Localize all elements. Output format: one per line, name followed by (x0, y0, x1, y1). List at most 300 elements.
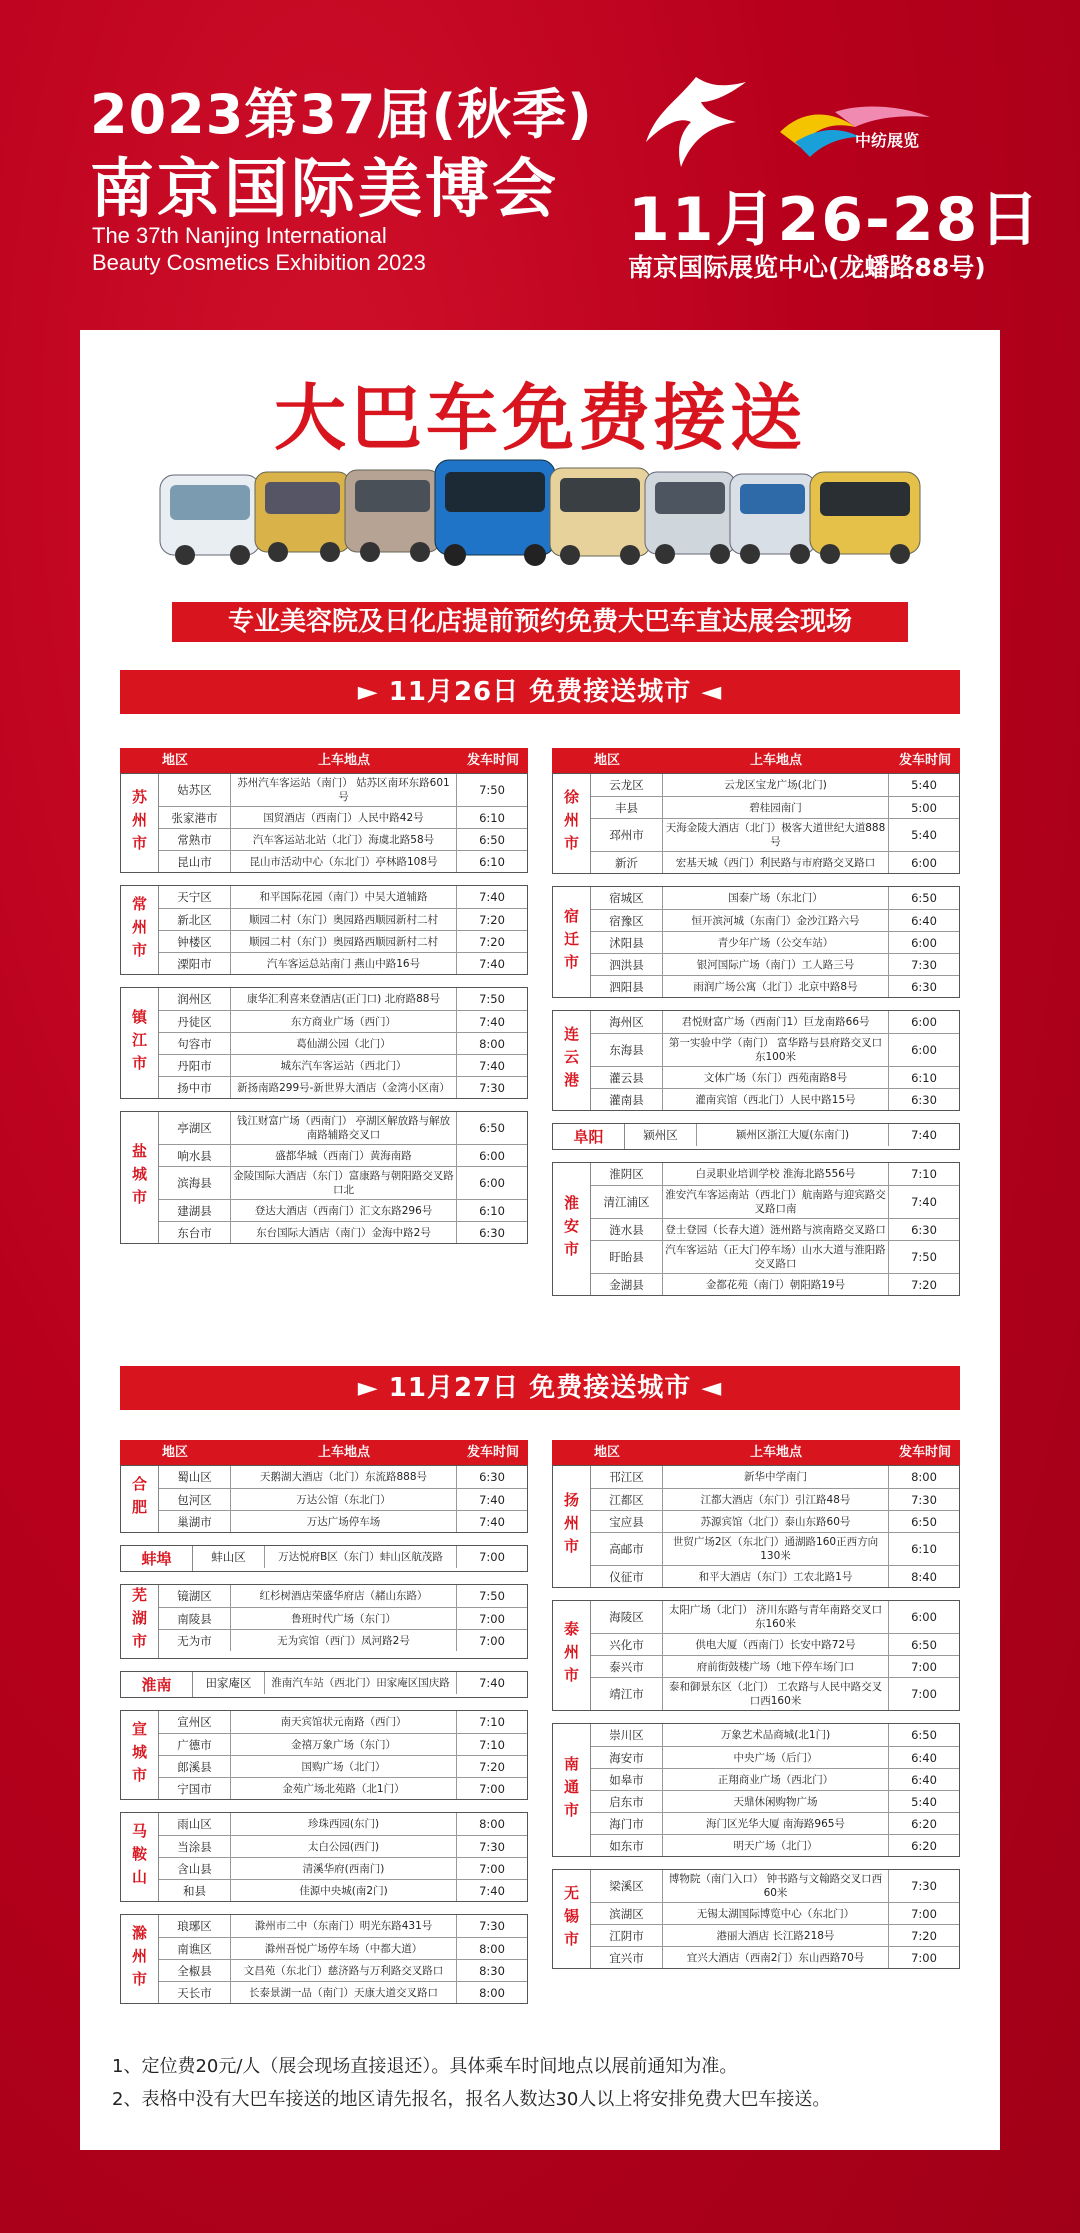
district-cell: 昆山市 (159, 851, 231, 872)
district-cell: 响水县 (159, 1145, 231, 1166)
district-cell: 姑苏区 (159, 774, 231, 806)
table-row (591, 1790, 959, 1812)
district-cell: 海安市 (591, 1747, 663, 1768)
table-row (159, 806, 527, 828)
exhibition-venue: 南京国际展览中心(龙蟠路88号) (628, 253, 986, 282)
district-cell: 宣州区 (159, 1711, 231, 1733)
pickup-spot-cell: 佳源中央城(南2门) (231, 1880, 457, 1901)
departure-time-cell: 7:50 (479, 783, 505, 797)
column-header-area: 地区 (593, 1445, 620, 1460)
pickup-spot-cell: 国购广场（北门） (231, 1756, 457, 1777)
booking-banner: 专业美容院及日化店提前预约免费大巴车直达展会现场 (172, 602, 908, 642)
district-cell: 雨山区 (159, 1813, 231, 1835)
pickup-spot-cell: 清溪华府(西南门) (231, 1858, 457, 1879)
table-row (591, 1870, 959, 1902)
departure-time-cell: 8:00 (479, 1036, 505, 1051)
note-2: 2、表格中没有大巴车接送的地区请先报名，报名人数达30人以上将安排免费大巴车接送。 (112, 2089, 831, 2110)
departure-time-cell: 6:50 (479, 1121, 505, 1135)
departure-time-cell: 7:40 (479, 1676, 505, 1690)
district-cell: 东台市 (159, 1222, 231, 1243)
shuttle-bus-title: 大巴车免费接送 (273, 376, 806, 460)
pickup-spot-cell: 苏源宾馆（北门）泰山东路60号 (663, 1511, 889, 1532)
district-cell: 如皋市 (591, 1769, 663, 1790)
pickup-spot-cell: 银河国际广场（南门）工人路三号 (663, 954, 889, 975)
departure-time-cell: 6:00 (479, 1176, 505, 1190)
departure-time-cell: 6:10 (911, 1542, 937, 1556)
departure-time-cell: 7:40 (479, 1014, 505, 1029)
pickup-spot-cell: 雨润广场公寓（北门）北京中路8号 (663, 976, 889, 997)
district-cell: 包河区 (159, 1489, 231, 1510)
city-group (120, 1111, 528, 1244)
city-group (552, 1010, 960, 1111)
departure-time-cell: 6:30 (911, 979, 937, 994)
district-cell: 扬中市 (159, 1077, 231, 1098)
city-group (120, 773, 528, 873)
district-cell: 含山县 (159, 1858, 231, 1879)
city-name: 淮南 (121, 1672, 193, 1697)
district-cell: 灌云县 (591, 1067, 663, 1088)
departure-time-cell: 7:30 (911, 957, 937, 972)
district-cell: 灌南县 (591, 1089, 663, 1110)
table-row (591, 1466, 959, 1488)
table-row (591, 1532, 959, 1565)
table-row (159, 1711, 527, 1733)
district-cell: 泗阳县 (591, 976, 663, 997)
pickup-spot-cell: 汽车客运总站南门 燕山中路16号 (231, 953, 457, 974)
district-cell: 宝应县 (591, 1511, 663, 1532)
district-cell: 无为市 (159, 1630, 231, 1651)
table-row (591, 1924, 959, 1946)
day2-right-table (552, 1440, 960, 1981)
table-row (591, 1066, 959, 1088)
table-row (159, 1607, 527, 1629)
district-cell: 新沂 (591, 852, 663, 873)
table-row (591, 1724, 959, 1746)
city-group (552, 1162, 960, 1296)
table-row (591, 1565, 959, 1587)
city-rows (159, 1915, 527, 2003)
table-row (591, 1812, 959, 1834)
city-name: 徐州市 (553, 774, 591, 873)
table-header (552, 748, 960, 774)
departure-time-cell: 7:40 (479, 1058, 505, 1073)
pickup-spot-cell: 万达悦府B区（东门）蚌山区航茂路 (265, 1546, 457, 1568)
column-header-area: 地区 (161, 753, 188, 768)
pickup-spot-cell: 顺园二村（东门）奥园路西顺园新村二村 (231, 931, 457, 952)
pickup-spot-cell: 君悦财富广场（西南门1）巨龙南路66号 (663, 1011, 889, 1033)
departure-time-cell: 6:00 (911, 935, 937, 950)
departure-time-cell: 7:00 (479, 1781, 505, 1796)
city-rows (591, 1870, 959, 1968)
city-name: 合肥 (121, 1466, 159, 1532)
table-row (591, 1163, 959, 1185)
city-name: 淮安市 (553, 1163, 591, 1295)
district-cell: 天宁区 (159, 886, 231, 908)
table-row (591, 774, 959, 796)
pickup-spot-cell: 钱江财富广场（西南门） 亭湖区解放路与解放南路辅路交叉口 (231, 1112, 457, 1144)
departure-time-cell: 6:50 (911, 1728, 937, 1742)
district-cell: 崇川区 (591, 1724, 663, 1746)
district-cell: 和县 (159, 1880, 231, 1901)
city-rows (159, 988, 527, 1098)
table-row (159, 1755, 527, 1777)
pickup-spot-cell: 昆山市活动中心（东北门）亭林路108号 (231, 851, 457, 872)
table-header (552, 1440, 960, 1466)
departure-time-cell: 7:30 (479, 1080, 505, 1095)
district-cell: 常熟市 (159, 829, 231, 850)
district-cell: 盱眙县 (591, 1241, 663, 1273)
departure-time-cell: 6:50 (479, 832, 505, 847)
pickup-spot-cell: 第一实验中学（南门） 富华路与县府路交叉口东100米 (663, 1034, 889, 1066)
column-header-area: 地区 (161, 1445, 188, 1460)
district-cell: 琅琊区 (159, 1915, 231, 1937)
district-cell: 滨湖区 (591, 1903, 663, 1924)
pickup-spot-cell: 康华汇利喜来登酒店(正门口) 北府路88号 (231, 988, 457, 1010)
pickup-spot-cell: 无为宾馆（西门）凤河路2号 (231, 1630, 457, 1651)
table-row (159, 1032, 527, 1054)
city-group (120, 1671, 528, 1698)
district-cell: 新北区 (159, 909, 231, 930)
city-group (552, 1869, 960, 1969)
pickup-spot-cell: 世贸广场2区（东北门）通湖路160正西方向130米 (663, 1533, 889, 1565)
city-name: 蚌埠 (121, 1546, 193, 1571)
table-row (159, 988, 527, 1010)
departure-time-cell: 7:00 (479, 1550, 505, 1564)
district-cell: 丰县 (591, 797, 663, 818)
district-cell: 南谯区 (159, 1938, 231, 1959)
departure-time-cell: 6:50 (911, 1637, 937, 1652)
district-cell: 邳州市 (591, 819, 663, 851)
departure-time-cell: 5:40 (911, 1794, 937, 1809)
table-row (591, 1185, 959, 1218)
table-row (159, 1959, 527, 1981)
district-cell: 邗江区 (591, 1466, 663, 1488)
city-group (120, 1584, 528, 1659)
pickup-spot-cell: 长泰景湖一品（南门）天康大道交叉路口 (231, 1982, 457, 2003)
pickup-spot-cell: 无锡太湖国际博览中心（东北门） (663, 1903, 889, 1924)
pickup-spot-cell: 葛仙湖公园（北门） (231, 1033, 457, 1054)
departure-time-cell: 7:30 (911, 1879, 937, 1893)
table-row (591, 796, 959, 818)
pickup-spot-cell: 国贸酒店（西南门）人民中路42号 (231, 807, 457, 828)
district-cell: 云龙区 (591, 774, 663, 796)
district-cell: 丹阳市 (159, 1055, 231, 1076)
table-row (591, 1633, 959, 1655)
table-row (159, 850, 527, 872)
city-rows (193, 1546, 527, 1571)
table-row (591, 975, 959, 997)
city-name: 扬州市 (553, 1466, 591, 1587)
pickup-spot-cell: 正翔商业广场（西北门） (663, 1769, 889, 1790)
exhibition-name-title: 南京国际美博会 (90, 153, 559, 227)
district-cell: 亭湖区 (159, 1112, 231, 1144)
district-cell: 泗洪县 (591, 954, 663, 975)
departure-time-cell: 6:10 (479, 1203, 505, 1218)
pickup-spot-cell: 城东汽车客运站（西北门） (231, 1055, 457, 1076)
departure-time-cell: 7:40 (911, 1128, 937, 1142)
departure-time-cell: 7:20 (911, 1277, 937, 1292)
departure-time-cell: 7:00 (479, 1633, 505, 1648)
table-header (120, 748, 528, 774)
pickup-spot-cell: 中央广场（后门） (663, 1747, 889, 1768)
table-row (193, 1672, 527, 1694)
table-row (591, 1677, 959, 1710)
column-header-spot: 上车地点 (749, 753, 802, 768)
departure-time-cell: 7:50 (479, 1589, 505, 1603)
table-row (159, 1835, 527, 1857)
district-cell: 如东市 (591, 1835, 663, 1856)
column-header-spot: 上车地点 (317, 1445, 370, 1460)
departure-time-cell: 8:00 (479, 1985, 505, 2000)
departure-time-cell: 6:00 (911, 1610, 937, 1624)
pickup-spot-cell: 和平大酒店（东门）工农北路1号 (663, 1566, 889, 1587)
table-row (591, 1088, 959, 1110)
district-cell: 梁溪区 (591, 1870, 663, 1902)
district-cell: 巢湖市 (159, 1511, 231, 1532)
district-cell: 田家庵区 (193, 1672, 265, 1694)
table-row (591, 909, 959, 931)
departure-time-cell: 6:40 (911, 913, 937, 928)
departure-time-cell: 8:00 (911, 1470, 937, 1484)
pickup-spot-cell: 灌南宾馆（西北门）人民中路15号 (663, 1089, 889, 1110)
pickup-spot-cell: 苏州汽车客运站（南门） 姑苏区南环东路601号 (231, 774, 457, 806)
pickup-spot-cell: 红杉树酒店荣盛华府店（赭山东路） (231, 1585, 457, 1607)
city-name: 连云港 (553, 1011, 591, 1110)
departure-time-cell: 6:40 (911, 1750, 937, 1765)
city-group (552, 773, 960, 874)
column-header-time: 发车时间 (466, 1445, 519, 1460)
city-rows (591, 1466, 959, 1587)
city-rows (159, 1585, 527, 1658)
day1-banner: ► 11月26日 免费接送城市 ◄ (120, 670, 960, 714)
district-cell: 宜兴市 (591, 1947, 663, 1968)
table-row (159, 1733, 527, 1755)
pickup-spot-cell: 淮安汽车客运南站（西北门）航南路与迎宾路交叉路口南 (663, 1186, 889, 1218)
table-row (591, 953, 959, 975)
pickup-spot-cell: 江都大酒店（东门）引江路48号 (663, 1489, 889, 1510)
table-row (159, 1857, 527, 1879)
departure-time-cell: 6:20 (911, 1816, 937, 1831)
city-name: 盐城市 (121, 1112, 159, 1243)
departure-time-cell: 6:10 (911, 1070, 937, 1085)
table-row (591, 851, 959, 873)
pickup-spot-cell: 和平国际花园（南门）中吴大道辅路 (231, 886, 457, 908)
district-cell: 天长市 (159, 1982, 231, 2003)
pickup-spot-cell: 新扬南路299号-新世界大酒店（金湾小区南） (231, 1077, 457, 1098)
departure-time-cell: 6:10 (479, 810, 505, 825)
day2-banner: ► 11月27日 免费接送城市 ◄ (120, 1366, 960, 1410)
city-name: 泰州市 (553, 1601, 591, 1710)
column-header-time: 发车时间 (466, 753, 519, 768)
pickup-spot-cell: 府前街鼓楼广场（地下停车场门口 (663, 1656, 889, 1677)
district-cell: 溧阳市 (159, 953, 231, 974)
district-cell: 清江浦区 (591, 1186, 663, 1218)
pickup-spot-cell: 天海金陵大酒店（北门）极客大道世纪大道888号 (663, 819, 889, 851)
table-row (591, 931, 959, 953)
city-rows (159, 1466, 527, 1532)
departure-time-cell: 6:00 (479, 1148, 505, 1163)
district-cell: 当涂县 (159, 1836, 231, 1857)
table-row (591, 1902, 959, 1924)
column-header-area: 地区 (593, 753, 620, 768)
district-cell: 泰兴市 (591, 1656, 663, 1677)
departure-time-cell: 8:30 (479, 1963, 505, 1978)
departure-time-cell: 8:00 (479, 1941, 505, 1956)
district-cell: 广德市 (159, 1734, 231, 1755)
city-name: 镇江市 (121, 988, 159, 1098)
table-row (159, 1166, 527, 1199)
departure-time-cell: 7:30 (911, 1492, 937, 1507)
departure-time-cell: 7:00 (479, 1861, 505, 1876)
pickup-spot-cell: 珍珠西园(东门) (231, 1813, 457, 1835)
pickup-spot-cell: 文体广场（东门）西苑南路8号 (663, 1067, 889, 1088)
table-header (120, 1440, 528, 1466)
city-group (552, 1723, 960, 1857)
content-panel (80, 330, 1000, 2150)
district-cell: 建湖县 (159, 1200, 231, 1221)
table-row (625, 1124, 959, 1146)
table-row (159, 1510, 527, 1532)
city-rows (159, 1711, 527, 1799)
pickup-spot-cell: 万达广场停车场 (231, 1511, 457, 1532)
district-cell: 江都区 (591, 1489, 663, 1510)
district-cell: 张家港市 (159, 807, 231, 828)
table-row (159, 1585, 527, 1607)
departure-time-cell: 7:40 (479, 956, 505, 971)
district-cell: 江阴市 (591, 1925, 663, 1946)
table-row (159, 828, 527, 850)
city-rows (591, 1163, 959, 1295)
departure-time-cell: 7:40 (479, 1883, 505, 1898)
city-group (120, 1914, 528, 2004)
departure-time-cell: 6:00 (911, 1043, 937, 1057)
departure-time-cell: 5:00 (911, 800, 937, 815)
city-rows (159, 886, 527, 974)
table-row (159, 952, 527, 974)
pickup-spot-cell: 颍州区浙江大厦(东南门) (697, 1124, 889, 1146)
table-row (159, 1076, 527, 1098)
city-rows (591, 887, 959, 997)
pickup-spot-cell: 博物院（南门入口） 钟书路与文翰路交叉口西60米 (663, 1870, 889, 1902)
city-rows (625, 1124, 959, 1149)
departure-time-cell: 6:20 (911, 1838, 937, 1853)
departure-time-cell: 6:50 (911, 891, 937, 905)
table-row (159, 930, 527, 952)
exhibition-dates: 11月26-28日 (628, 185, 1042, 255)
pickup-spot-cell: 滁州市二中（东南门）明光东路431号 (231, 1915, 457, 1937)
city-name: 南通市 (553, 1724, 591, 1856)
departure-time-cell: 7:00 (911, 1906, 937, 1921)
pickup-spot-cell: 东台国际大酒店（南门）金海中路2号 (231, 1222, 457, 1243)
district-cell: 南陵县 (159, 1608, 231, 1629)
pickup-spot-cell: 天鼎休闲购物广场 (663, 1791, 889, 1812)
table-row (159, 774, 527, 806)
pickup-spot-cell: 云龙区宝龙广场(北门) (663, 774, 889, 796)
district-cell: 海陵区 (591, 1601, 663, 1633)
district-cell: 东海县 (591, 1034, 663, 1066)
district-cell: 宿城区 (591, 887, 663, 909)
departure-time-cell: 7:10 (479, 1737, 505, 1752)
district-cell: 仪征市 (591, 1566, 663, 1587)
departure-time-cell: 6:10 (479, 854, 505, 869)
district-cell: 海州区 (591, 1011, 663, 1033)
table-row (159, 908, 527, 930)
table-row (159, 886, 527, 908)
pickup-spot-cell: 宏基天城（西门）利民路与市府路交叉路口 (663, 852, 889, 873)
city-name: 马鞍山 (121, 1813, 159, 1901)
pickup-spot-cell: 顺园二村（东门）奥园路西顺园新村二村 (231, 909, 457, 930)
city-group (120, 1465, 528, 1533)
pickup-spot-cell: 金都花苑（南门）朝阳路19号 (663, 1274, 889, 1295)
departure-time-cell: 6:00 (911, 855, 937, 870)
pickup-spot-cell: 万象艺术品商城(北1门) (663, 1724, 889, 1746)
english-subtitle-line2: Beauty Cosmetics Exhibition 2023 (92, 250, 426, 275)
city-rows (591, 1601, 959, 1710)
city-group (552, 886, 960, 998)
pickup-spot-cell: 登士登园（长春大道）涟州路与滨南路交叉路口 (663, 1219, 889, 1240)
pickup-spot-cell: 明天广场（北门） (663, 1835, 889, 1856)
city-rows (591, 1724, 959, 1856)
table-row (159, 1466, 527, 1488)
table-row (591, 1834, 959, 1856)
city-name: 常州市 (121, 886, 159, 974)
city-rows (193, 1672, 527, 1697)
city-name: 无锡市 (553, 1870, 591, 1968)
pickup-spot-cell: 恒开滨河城（东南门）金沙江路六号 (663, 910, 889, 931)
city-rows (591, 774, 959, 873)
day2-left-table (120, 1440, 528, 2016)
departure-time-cell: 7:40 (911, 1195, 937, 1209)
pickup-spot-cell: 盛都华城（西南门）黄海南路 (231, 1145, 457, 1166)
city-name: 阜阳 (553, 1124, 625, 1149)
district-cell: 兴化市 (591, 1634, 663, 1655)
exhibition-edition-title: 2023第37届(秋季) (90, 83, 593, 146)
table-row (159, 1813, 527, 1835)
departure-time-cell: 7:10 (479, 1715, 505, 1729)
day1-left-table (120, 748, 528, 1256)
departure-time-cell: 6:30 (479, 1470, 505, 1484)
departure-time-cell: 6:00 (911, 1015, 937, 1029)
city-group (120, 1812, 528, 1902)
departure-time-cell: 7:20 (479, 912, 505, 927)
pickup-spot-cell: 登达大酒店（西南门）汇文东路296号 (231, 1200, 457, 1221)
table-row (159, 1915, 527, 1937)
table-row (591, 1601, 959, 1633)
pickup-spot-cell: 港丽大酒店 长江路218号 (663, 1925, 889, 1946)
departure-time-cell: 7:00 (911, 1687, 937, 1701)
table-row (159, 1010, 527, 1032)
departure-time-cell: 5:40 (911, 828, 937, 842)
pickup-spot-cell: 太白公园(西门) (231, 1836, 457, 1857)
pickup-spot-cell: 供电大厦（西南门）长安中路72号 (663, 1634, 889, 1655)
pickup-spot-cell: 南天宾馆状元南路（西门） (231, 1711, 457, 1733)
departure-time-cell: 7:30 (479, 1919, 505, 1933)
departure-time-cell: 7:20 (911, 1928, 937, 1943)
column-header-spot: 上车地点 (317, 753, 370, 768)
district-cell: 滨海县 (159, 1167, 231, 1199)
departure-time-cell: 7:10 (911, 1167, 937, 1181)
pickup-spot-cell: 海门区光华大厦 南海路965号 (663, 1813, 889, 1834)
departure-time-cell: 6:40 (911, 1772, 937, 1787)
departure-time-cell: 7:50 (911, 1250, 937, 1264)
departure-time-cell: 7:00 (479, 1611, 505, 1626)
district-cell: 蜀山区 (159, 1466, 231, 1488)
pickup-spot-cell: 国泰广场（东北门） (663, 887, 889, 909)
table-row (159, 1879, 527, 1901)
departure-time-cell: 6:50 (911, 1514, 937, 1529)
table-row (591, 1488, 959, 1510)
column-header-spot: 上车地点 (749, 1445, 802, 1460)
